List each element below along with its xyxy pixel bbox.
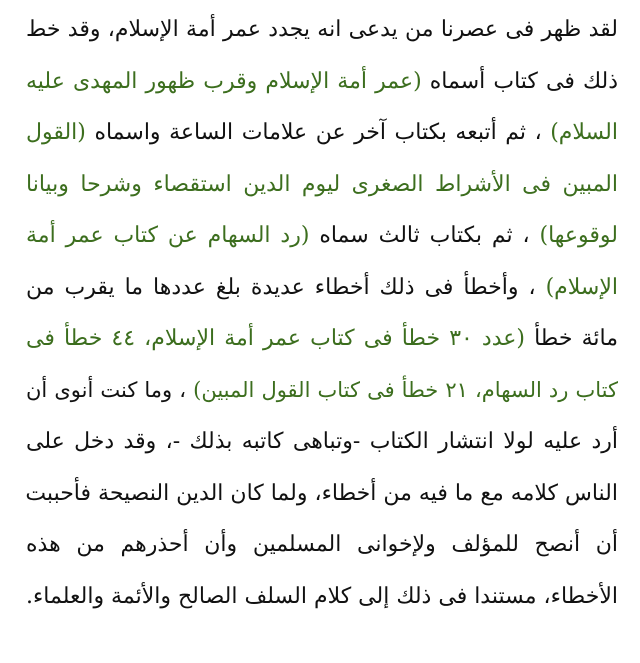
text-run: أن أنصح للمؤلف ولإخوانى المسلمين وأن أحذرهم من هذه [26,532,618,557]
text-run: ، ثم أتبعه بكتاب آخر عن علامات الساعة واسماه [85,120,551,145]
book-title-text: (رد السهام عن كتاب عمر أمة [26,223,310,248]
text-line [26,416,618,468]
text-run: مائة خطأ [525,326,618,351]
paragraph [26,4,618,622]
text-line [26,262,618,314]
text-run: ، وأخطأ فى ذلك أخطاء عديدة بلغ عددها ما يقرب من [26,274,546,300]
text-line [26,56,618,108]
text-run: ، ثم بكتاب ثالث سماه [309,223,540,248]
book-title-text: السلام) [550,120,618,145]
text-run: الأخطاء، مستندا فى ذلك إلى كلام السلف الصالح والأئمة والعلماء. [25,583,618,609]
text-line [26,4,618,56]
text-run: ، وما كنت أنوى أن [26,377,194,402]
text-line [26,107,618,159]
text-run: أرد عليه لولا انتشار الكتاب -وتباهى كاتبه بذلك -، وقد دخل على [26,429,618,454]
text-line [26,365,618,417]
book-title-text: كتاب رد السهام، ٢١ خطأ فى كتاب القول المبين) [193,377,618,402]
book-title-text: (عدد ٣٠ خطأ فى كتاب عمر أمة الإسلام، ٤٤ خطأ فى [26,326,525,351]
text-line [26,159,618,211]
text-run: الناس كلامه مع ما فيه من أخطاء، ولما كان الدين النصيحة فأحببت [25,480,618,506]
book-title-text: (القول [26,120,86,145]
text-line [26,519,618,571]
text-line [26,313,618,365]
text-run: ذلك فى كتاب أسماه [421,68,618,94]
text-line [26,571,618,623]
text-line [26,210,618,262]
text-run: لقد ظهر فى عصرنا من يدعى انه يجدد عمر أمة الإسلام، وقد خط [26,17,618,42]
book-title-text: لوقوعها) [539,223,618,248]
book-title-text: الإسلام) [545,274,618,300]
text-line [26,468,618,520]
book-title-text: (عمر أمة الإسلام وقرب ظهور المهدى عليه [26,68,422,94]
book-title-text: المبين فى الأشراط الصغرى ليوم الدين استقصاء وشرحا وبيانا [26,171,618,197]
